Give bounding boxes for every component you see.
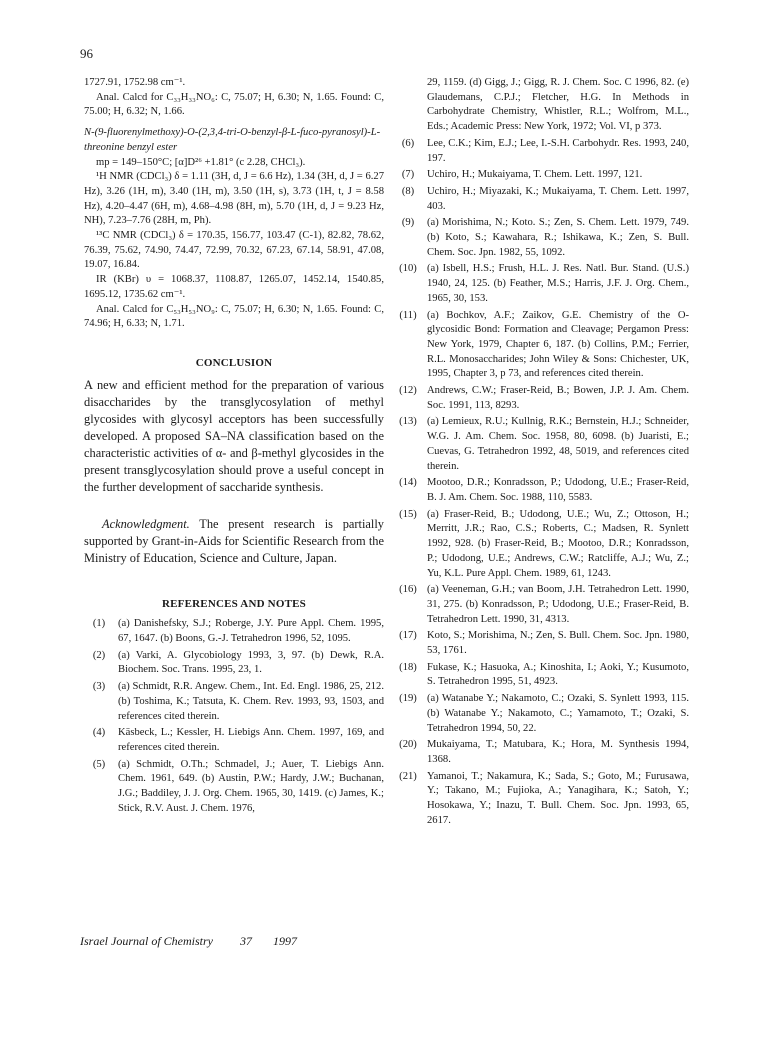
reference-item <box>84 726 384 755</box>
compound-name: N-(9-fluorenylmethoxy)-O-(2,3,4-tri-O-benzyl-β-L-fuco-pyranosyl)-L-threonine benzyl ester <box>84 127 381 153</box>
reference-number: (18) <box>399 661 417 673</box>
conclusion-heading: CONCLUSION <box>195 356 273 369</box>
reference-text: (a) Lemieux, R.U.; Kullnig, R.K.; Bernstein, H.J.; Schneider, W.G. J. Am. Chem. Soc. 1958, 80, 6098. (b) Juaristi, E.; Cuevas, G. Tetrahedron 1992, 48, 5019, and references cited therein. <box>427 416 689 472</box>
reference-number: (14) <box>399 477 417 489</box>
reference-number: (5) <box>92 758 106 770</box>
reference-item <box>393 262 689 306</box>
page-footer <box>80 934 297 949</box>
reference-number: (21) <box>399 770 417 782</box>
reference-item <box>84 680 384 724</box>
c-nmr-data: ¹³C NMR (CDCl₃) δ = 170.35, 156.77, 103.47 (C-1), 82.82, 78.62, 76.39, 75.62, 74.90, 74.47, 72.99, 70.32, 67.23, 67.14, 58.91, 47.08, 19.07, 16.84. <box>84 230 384 271</box>
reference-number: (16) <box>399 584 417 596</box>
references-heading: REFERENCES AND NOTES <box>162 597 306 610</box>
reference-item <box>393 384 689 413</box>
reference-text: (a) Fraser-Reid, B.; Udodong, U.E.; Wu, Z.; Ottoson, H.; Merritt, J.R.; Rao, C.S.; Roberts, C.; Madsen, R. Synlett 1992, 928. (b) Fraser-Reid, B.; Mootoo, D.R.; Konradsson, P.; Udodong, U.E.; Andrews, C.W.; Ratcliffe, A.J.; Wu, Z.; Yu, K.L. Pure Appl. Chem. 1989, 61, 1243. <box>427 508 689 579</box>
analysis-2: Anal. Calcd for C₅₃H₅₃NO₉: C, 75.07; H, 6.30; N, 1.65. Found: C, 74.96; H, 6.33; N, 1.71. <box>84 303 384 330</box>
reference-item <box>393 583 689 627</box>
reference-number: (10) <box>399 263 417 275</box>
reference-number: (13) <box>399 416 417 428</box>
reference-number: (2) <box>92 649 106 661</box>
reference-number: (15) <box>399 508 417 520</box>
right-column <box>393 76 689 830</box>
reference-item <box>393 476 689 505</box>
reference-number: (4) <box>92 727 106 739</box>
reference-item <box>84 758 384 817</box>
reference-text: (a) Varki, A. Glycobiology 1993, 3, 97. (b) Dewk, R.A. Biochem. Soc. Trans. 1995, 23, 1. <box>118 649 384 676</box>
reference-text: Andrews, C.W.; Fraser-Reid, B.; Bowen, J.P. J. Am. Chem. Soc. 1991, 113, 8293. <box>427 385 689 411</box>
h-nmr-data: ¹H NMR (CDCl₃) δ = 1.11 (3H, d, J = 6.6 Hz), 1.34 (3H, d, J = 6.27 Hz), 3.26 (1H, m), 3.40 (1H, m), 3.50 (1H, s), 3.73 (1H, t, J = 8.58 Hz), 4.20–4.47 (6H, m), 4.68–4.98 (8H, m), 5.70 (1H, d, J = 9.23 Hz, NH), 7.23–7.76 (28H, m, Ph). <box>84 171 384 227</box>
reference-item <box>393 692 689 736</box>
analysis-1: Anal. Calcd for C₃₃H₃₃NO₆: C, 75.07; H, 6.30; N, 1.65. Found: C, 75.00; H, 6.32; N, 1.66. <box>84 91 384 118</box>
acknowledgment-label: Acknowledgment. <box>102 516 190 531</box>
reference-text: (a) Danishefsky, S.J.; Roberge, J.Y. Pure Appl. Chem. 1995, 67, 1647. (b) Boons, G.-J. Tetrahedron 1996, 52, 1095. <box>118 618 384 645</box>
reference-text: Mootoo, D.R.; Konradsson, P.; Udodong, U.E.; Fraser-Reid, B. J. Am. Chem. Soc. 1988, 110, 5583. <box>427 477 689 503</box>
reference-text: Uchiro, H.; Miyazaki, K.; Mukaiyama, T. Chem. Lett. 1997, 403. <box>427 185 689 212</box>
reference-text: Mukaiyama, T.; Matubara, K.; Hora, M. Synthesis 1994, 1368. <box>427 739 689 765</box>
acknowledgment-text: The present research is partially supported by Grant-in-Aids for Scientific Research from the Ministry of Education, Science and Culture, Japan. <box>84 516 384 565</box>
reference-text: Fukase, K.; Hasuoka, A.; Kinoshita, I.; Aoki, Y.; Kusumoto, S. Tetrahedron 1995, 51, 4923. <box>427 661 689 688</box>
reference-item <box>393 309 689 383</box>
reference-text: Yamanoi, T.; Nakamura, K.; Sada, S.; Goto, M.; Furusawa, Y.; Takano, M.; Fujioka, A.; Yanagihara, K.; Satoh, Y.; Hosokawa, Y.; Inazu, T. Bull. Chem. Soc. Jpn. 1993, 65, 2617. <box>427 770 689 826</box>
ir-data: IR (KBr) υ = 1068.37, 1108.87, 1265.07, 1452.14, 1540.85, 1695.12, 1735.62 cm⁻¹. <box>84 274 384 300</box>
reference-number: (20) <box>399 739 417 751</box>
reference-continuation: 29, 1159. (d) Gigg, J.; Gigg, R. J. Chem. Soc. C 1996, 82. (e) Glaudemans, C.P.J.; Fletcher, H.G. In Methods in Carbohydrate Chemistry, Whistler, R.L.; Wolfrom, M.L., Eds.; Academic Press: New York, 1972; Vol. VI, p 373. <box>427 77 689 133</box>
reference-number: (1) <box>92 618 106 630</box>
reference-number: (11) <box>399 309 417 321</box>
reference-text: (a) Isbell, H.S.; Frush, H.L. J. Res. Natl. Bur. Stand. (U.S.) 1940, 24, 125. (b) Feather, M.S.; Harris, J.F. J. Org. Chem., 1965, 30, 153. <box>427 263 689 304</box>
reference-text: Uchiro, H.; Mukaiyama, T. Chem. Lett. 1997, 121. <box>427 169 643 181</box>
ir-data-tail: 1727.91, 1752.98 cm⁻¹. <box>84 77 186 88</box>
reference-item <box>393 738 689 767</box>
reference-text: Koto, S.; Morishima, N.; Zen, S. Bull. Chem. Soc. Jpn. 1980, 53, 1761. <box>427 630 689 657</box>
reference-number: (9) <box>401 217 415 229</box>
reference-item <box>393 216 689 260</box>
reference-text: (a) Morishima, N.; Koto. S.; Zen, S. Chem. Lett. 1979, 749. (b) Koto, S.; Kawahara, R.; Ishikawa, K.; Zen, S. Bull. Chem. Soc. Jpn. 1982, 55, 1092. <box>427 217 689 258</box>
reference-text: (a) Veeneman, G.H.; van Boom, J.H. Tetrahedron Lett. 1990, 31, 275. (b) Konradsson, P.; Udodong, U.E.; Fraser-Reid, B. Tetrahedron Lett. 1990, 31, 4313. <box>427 584 689 625</box>
reference-text: Käsbeck, L.; Kessler, H. Liebigs Ann. Chem. 1997, 169, and references cited therein. <box>118 727 384 753</box>
acknowledgment <box>84 516 384 567</box>
reference-item <box>84 617 384 646</box>
left-column <box>84 76 384 819</box>
reference-number: (3) <box>92 681 106 693</box>
reference-text: (a) Bochkov, A.F.; Zaikov, G.E. Chemistry of the O-glycosidic Bond: Formation and Cleavage; Pergamon Press: New York, 1979, Chapter 6, 187. (b) Collins, P.M.; Ferrier, R.L. Monosaccharides; John Wiley & Sons: Chichester, UK, 1995, Chapter 3, p 73, and references cited therein. <box>427 309 689 380</box>
reference-item <box>393 185 689 214</box>
reference-number: (6) <box>401 137 415 149</box>
journal-volume: 37 <box>240 934 252 948</box>
reference-number: (17) <box>399 630 417 642</box>
reference-item <box>393 508 689 582</box>
reference-number: (8) <box>401 185 415 197</box>
journal-name: Israel Journal of Chemistry <box>80 934 213 948</box>
reference-item <box>393 168 689 183</box>
journal-year: 1997 <box>273 934 297 948</box>
reference-text: (a) Watanabe Y.; Nakamoto, C.; Ozaki, S. Synlett 1993, 115. (b) Watanabe Y.; Nakamoto, C.; Yamamoto, T.; Ozaki, S. Tetrahedron 1994, 50, 22. <box>427 693 689 734</box>
reference-number: (19) <box>399 693 417 705</box>
reference-item <box>393 661 689 690</box>
reference-item <box>393 137 689 166</box>
reference-item <box>393 415 689 474</box>
page-number: 96 <box>80 46 93 61</box>
reference-text: (a) Schmidt, R.R. Angew. Chem., Int. Ed. Engl. 1986, 25, 212. (b) Toshima, K.; Tatsuta, K. Chem. Rev. 1993, 93, 1503, and references cited therein. <box>118 681 384 722</box>
reference-item <box>84 649 384 678</box>
reference-item <box>393 629 689 658</box>
reference-text: (a) Schmidt, O.Th.; Schmadel, J.; Auer, T. Liebigs Ann. Chem. 1961, 649. (b) Austin, P.W.; Hardy, J.W.; Buchanan, J.G.; Baddiley, J. J. Org. Chem. 1965, 30, 1419. (c) James, K.; Stick, R.V. Aust. J. Chem. 1976, <box>118 758 384 814</box>
melting-point: mp = 149–150°C; [α]D²⁶ +1.81° (c 2.28, CHCl₃). <box>96 156 306 168</box>
reference-number: (12) <box>399 385 417 397</box>
reference-text: Lee, C.K.; Kim, E.J.; Lee, I.-S.H. Carbohydr. Res. 1993, 240, 197. <box>427 137 689 164</box>
reference-item <box>393 770 689 829</box>
reference-number: (7) <box>401 169 415 181</box>
conclusion-text: A new and efficient method for the preparation of various disaccharides by the transglycosylation of methyl glycosides with glycosyl acceptors has been successfully developed. A proposed SA–NA classification based on the characteristic activities of α- and β-methyl glycosides in the present transglycosylation should prove a useful concept in the further development of saccharide synthesis. <box>84 377 384 494</box>
